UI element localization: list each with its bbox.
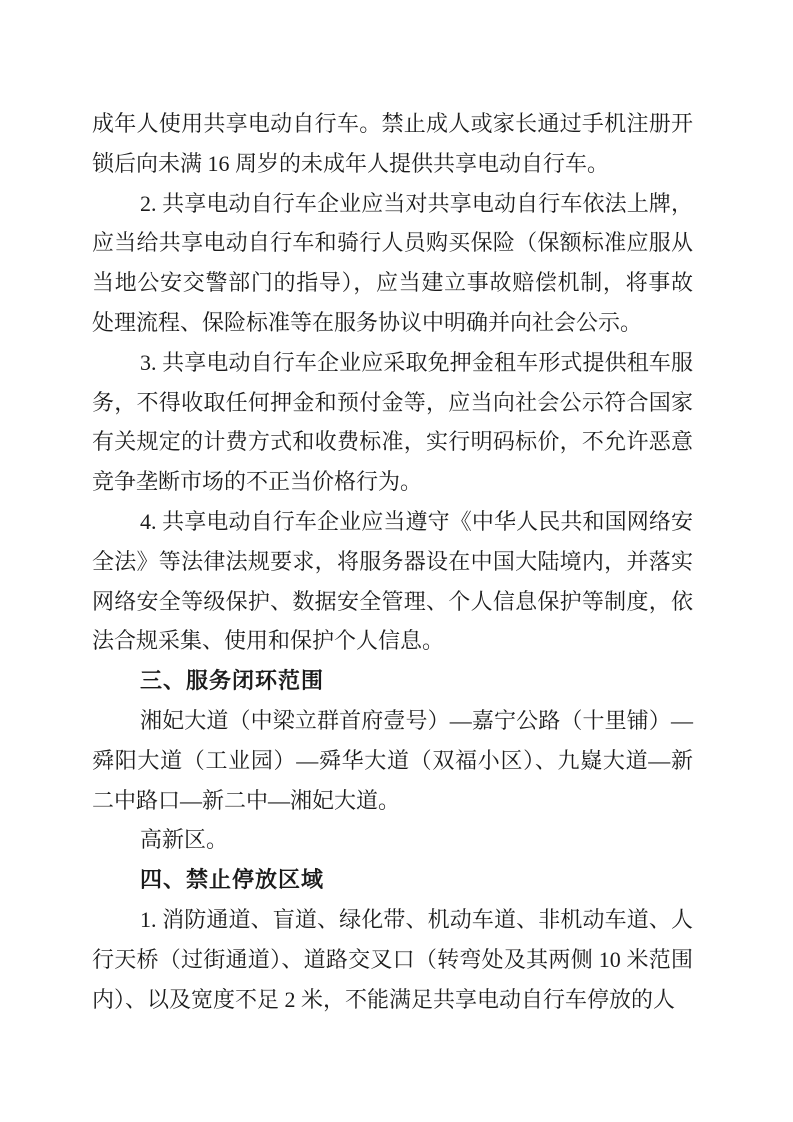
paragraph-gaoxin-district: 高新区。 bbox=[140, 827, 229, 853]
paragraph-item-3: 3. 共享电动自行车企业应采取免押金租车形式提供租车服务，不得收取任何押金和预付金等，应当向社会公示符合国家有关规定的计费方式和收费标准，实行明码标价，不允许恶意竞争垄断市场的不正当价格行为。 bbox=[92, 349, 693, 495]
paragraph-item-4: 4. 共享电动自行车企业应当遵守《中华人民共和国网络安全法》等法律法规要求，将服务器设在中国大陆境内，并落实网络安全等级保护、数据安全管理、个人信息保护等制度，依法合规采集、使用和保护个人信息。 bbox=[92, 508, 693, 654]
paragraph-continuation: 成年人使用共享电动自行车。禁止成人或家长通过手机注册开锁后向未满 16 周岁的未成年人提供共享电动自行车。 bbox=[92, 111, 693, 176]
document-body bbox=[92, 104, 693, 1019]
section-heading-service-loop: 三、服务闭环范围 bbox=[140, 668, 325, 694]
paragraph-no-parking-item-1: 1. 消防通道、盲道、绿化带、机动车道、非机动车道、人行天桥（过街通道）、道路交叉口（转弯处及其两侧 10 米范围内）、以及宽度不足 2 米，不能满足共享电动自行车停放的人 bbox=[92, 906, 693, 1012]
section-heading-no-parking-zone: 四、禁止停放区域 bbox=[140, 867, 325, 893]
paragraph-service-route: 湘妃大道（中梁立群首府壹号）—嘉宁公路（十里铺）—舜阳大道（工业园）—舜华大道（双福小区）、九嶷大道—新二中路口—新二中—湘妃大道。 bbox=[92, 707, 693, 813]
paragraph-item-2: 2. 共享电动自行车企业应当对共享电动自行车依法上牌，应当给共享电动自行车和骑行人员购买保险（保额标准应服从当地公安交警部门的指导），应当建立事故赔偿机制，将事故处理流程、保险标准等在服务协议中明确并向社会公示。 bbox=[92, 190, 693, 335]
